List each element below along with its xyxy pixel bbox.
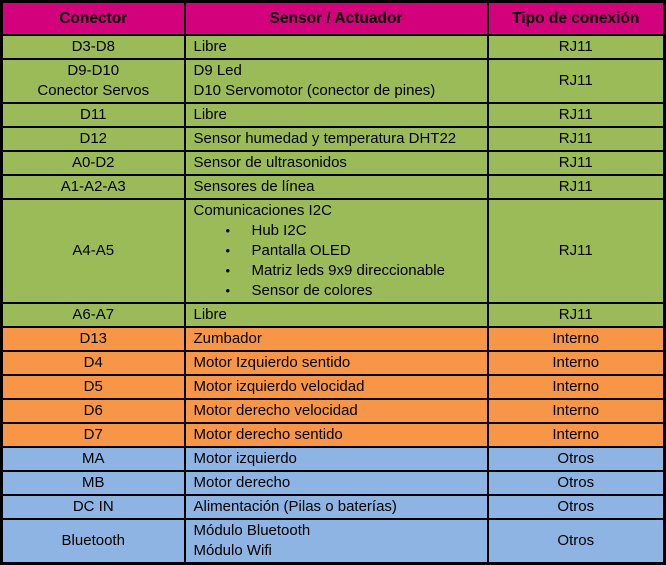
sensor-bullet-item: [194, 281, 483, 301]
table-row: [2, 471, 665, 495]
sensor-bullet-item: [194, 221, 483, 241]
conector-cell: [2, 351, 185, 375]
sensor-cell: [185, 423, 488, 447]
conector-cell: [2, 175, 185, 199]
conector-line: DC IN: [72, 498, 114, 515]
tipo-conexion-cell: Otros: [488, 519, 665, 564]
sensor-bullet-item: [194, 261, 483, 281]
conector-line: Conector Servos: [37, 82, 150, 99]
table-row: [2, 423, 665, 447]
sensor-bullet-label: Hub I2C: [251, 222, 307, 239]
conector-line: MA: [82, 450, 105, 467]
header-conector: Conector: [2, 2, 185, 36]
tipo-conexion-cell: RJ11: [488, 151, 665, 175]
sensor-line: D10 Servomotor (conector de pines): [193, 82, 436, 99]
table-row: [2, 399, 665, 423]
sensor-line: D9 Led: [193, 62, 242, 79]
sensor-line: Sensor de ultrasonidos: [193, 154, 347, 171]
conector-line: D5: [83, 378, 103, 395]
tipo-conexion-cell: RJ11: [488, 103, 665, 127]
sensor-line: Motor izquierdo velocidad: [193, 378, 365, 395]
sensor-cell: [185, 127, 488, 151]
conector-cell: [2, 519, 185, 564]
sensor-line: Módulo Bluetooth: [193, 522, 311, 539]
conector-cell: [2, 375, 185, 399]
conector-line: D7: [83, 426, 103, 443]
sensor-cell: [185, 175, 488, 199]
conector-line: A1-A2-A3: [60, 178, 126, 195]
table-row: [2, 35, 665, 59]
tipo-conexion-cell: Interno: [488, 423, 665, 447]
sensor-bullet-item: [194, 241, 483, 261]
conector-cell: [2, 423, 185, 447]
tipo-conexion-cell: Otros: [488, 471, 665, 495]
table-row: [2, 127, 665, 151]
tipo-conexion-cell: Otros: [488, 447, 665, 471]
conector-cell: [2, 303, 185, 327]
sensor-line: Zumbador: [193, 330, 262, 347]
tipo-conexion-cell: Otros: [488, 495, 665, 519]
conector-line: A6-A7: [72, 306, 115, 323]
conector-cell: [2, 103, 185, 127]
table-row: [2, 103, 665, 127]
sensor-cell: [185, 103, 488, 127]
sensor-line: Motor derecho sentido: [193, 426, 343, 443]
conector-line: D11: [80, 106, 107, 123]
tipo-conexion-cell: RJ11: [488, 35, 665, 59]
sensor-line: Sensores de línea: [193, 178, 315, 195]
sensor-line: Módulo Wifi: [193, 542, 272, 559]
conector-cell: [2, 151, 185, 175]
sensor-line: Libre: [193, 306, 227, 323]
sensor-cell: [185, 151, 488, 175]
bullet-icon: •: [225, 223, 231, 238]
table-row: [2, 495, 665, 519]
header-tipo-conexion: Tipo de conexión: [488, 2, 665, 36]
header-sensor-actuador: Sensor / Actuador: [185, 2, 488, 36]
conector-line: A0-D2: [71, 154, 115, 171]
tipo-conexion-cell: Interno: [488, 351, 665, 375]
table-row: [2, 447, 665, 471]
conector-cell: [2, 327, 185, 351]
table-row: [2, 199, 665, 303]
sensor-cell: [185, 399, 488, 423]
conector-cell: [2, 471, 185, 495]
conector-line: D4: [83, 354, 103, 371]
conector-line: MB: [82, 474, 105, 491]
sensor-cell: [185, 471, 488, 495]
sensor-line: Alimentación (Pilas o baterías): [193, 498, 397, 515]
table-row: [2, 351, 665, 375]
bullet-icon: •: [225, 283, 231, 298]
sensor-cell: [185, 519, 488, 564]
table-row: [2, 375, 665, 399]
table-row: [2, 327, 665, 351]
sensor-bullet-label: Matriz leds 9x9 direccionable: [251, 262, 445, 279]
conector-line: D3-D8: [71, 38, 115, 55]
sensor-cell: [185, 351, 488, 375]
sensor-cell: [185, 375, 488, 399]
sensor-cell: [185, 35, 488, 59]
table-row: [2, 303, 665, 327]
conector-line: D13: [79, 330, 108, 347]
tipo-conexion-cell: Interno: [488, 327, 665, 351]
bullet-icon: •: [225, 263, 231, 278]
conector-line: D12: [79, 130, 108, 147]
conector-line: D6: [83, 402, 103, 419]
table-row: [2, 59, 665, 103]
sensor-cell: [185, 199, 488, 303]
sensor-cell: [185, 327, 488, 351]
conector-cell: [2, 127, 185, 151]
sensor-line: Motor Izquierdo sentido: [193, 354, 351, 371]
conector-cell: [2, 35, 185, 59]
conector-cell: [2, 59, 185, 103]
conector-cell: [2, 447, 185, 471]
sensor-cell: [185, 59, 488, 103]
sensor-line: Comunicaciones I2C: [193, 202, 332, 219]
conector-line: D9-D10: [67, 62, 120, 79]
sensor-line: Libre: [193, 38, 227, 55]
conector-cell: [2, 399, 185, 423]
sensor-cell: [185, 495, 488, 519]
sensor-line: Motor derecho: [193, 474, 291, 491]
sensor-cell: [185, 447, 488, 471]
header-row: [2, 2, 665, 36]
table-row: [2, 175, 665, 199]
tipo-conexion-cell: RJ11: [488, 59, 665, 103]
tipo-conexion-cell: RJ11: [488, 199, 665, 303]
conector-line: A4-A5: [72, 242, 115, 259]
tipo-conexion-cell: Interno: [488, 399, 665, 423]
conector-cell: [2, 495, 185, 519]
sensor-line: Motor izquierdo: [193, 450, 297, 467]
conector-line: Bluetooth: [61, 532, 125, 549]
table-row: [2, 519, 665, 564]
tipo-conexion-cell: Interno: [488, 375, 665, 399]
sensor-bullet-label: Pantalla OLED: [251, 242, 351, 259]
sensor-line: Libre: [193, 106, 227, 123]
sensor-line: Sensor humedad y temperatura DHT22: [193, 130, 457, 147]
tipo-conexion-cell: RJ11: [488, 175, 665, 199]
sensor-cell: [185, 303, 488, 327]
sensor-bullet-label: Sensor de colores: [251, 282, 373, 299]
bullet-icon: •: [225, 243, 231, 258]
tipo-conexion-cell: RJ11: [488, 303, 665, 327]
conector-cell: [2, 199, 185, 303]
table-body: [2, 35, 665, 564]
sensor-line: Motor derecho velocidad: [193, 402, 358, 419]
table-row: [2, 151, 665, 175]
tipo-conexion-cell: RJ11: [488, 127, 665, 151]
